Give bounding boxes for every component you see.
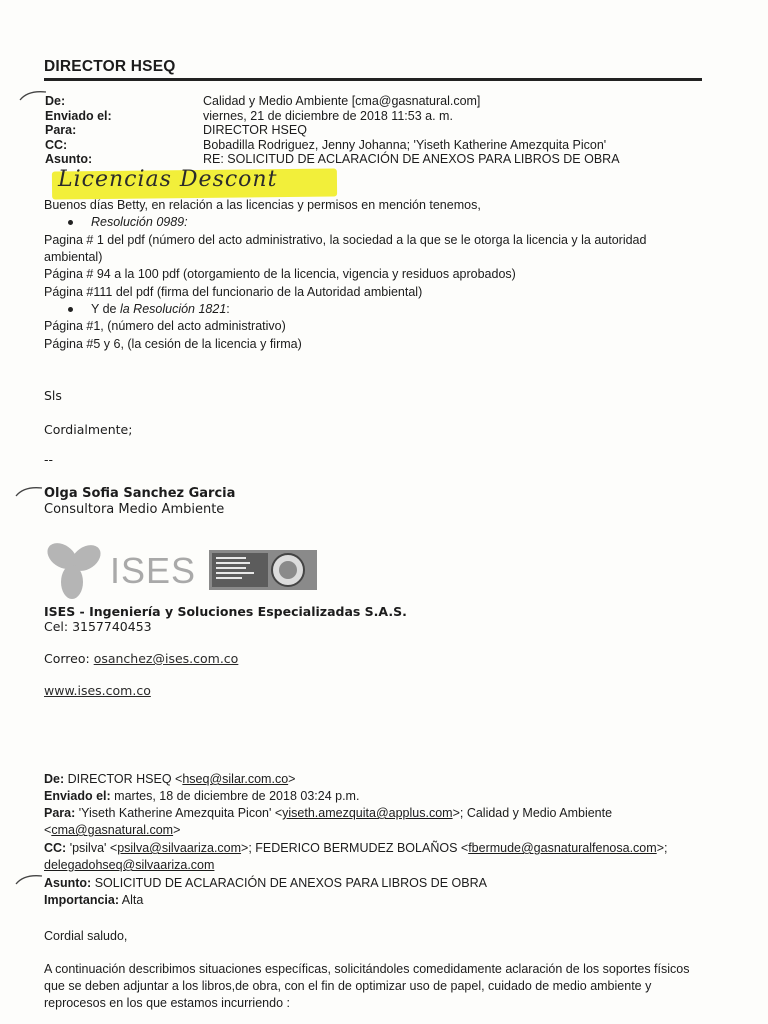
header-subject-label: Asunto:	[45, 152, 93, 166]
bullet-item-2	[68, 301, 230, 318]
prev-subject-label: Asunto:	[44, 876, 92, 890]
header-subject-value: RE: SOLICITUD DE ACLARACIÓN DE ANEXOS PARA LIBROS DE OBRA	[203, 152, 620, 166]
prev-cc-label: CC:	[44, 841, 67, 855]
header-to-label: Para:	[45, 123, 77, 137]
prev-para-line-2: que se deben adjuntar a los libros,de obra, con el fin de optimizar uso de papel, cuidado de medio ambiente y	[44, 979, 652, 993]
prev-importance-label: Importancia:	[44, 893, 120, 907]
body-line-2: Página # 94 a la 100 pdf (otorgamiento de la licencia, vigencia y residuos aprobados)	[44, 267, 516, 281]
prev-cc-email2-link[interactable]: fbermude@gasnaturalfenosa.com	[468, 841, 657, 855]
prev-to-label: Para:	[44, 806, 76, 820]
prev-sent-line	[44, 788, 359, 805]
prev-importance-line	[44, 892, 143, 909]
header-from-label: De:	[45, 94, 66, 108]
signature-email-label: Correo:	[44, 651, 94, 666]
prev-from-email-link[interactable]: hseq@silar.com.co	[182, 772, 289, 786]
prev-from-label: De:	[44, 772, 65, 786]
prev-to-value2: >; Calidad y Medio Ambiente	[452, 806, 613, 820]
body-line-3: Página #111 del pdf (firma del funcionario de la Autoridad ambiental)	[44, 285, 423, 299]
prev-from-end: >	[288, 772, 296, 786]
header-cc-label: CC:	[45, 138, 68, 152]
prev-subject-value: SOLICITUD DE ACLARACIÓN DE ANEXOS PARA LIBROS DE OBRA	[91, 876, 487, 890]
header-from-value: Calidad y Medio Ambiente [cma@gasnatural.com]	[203, 94, 481, 108]
title-rule	[44, 78, 702, 81]
prev-sent-value: martes, 18 de diciembre de 2018 03:24 p.m.	[110, 789, 360, 803]
ises-logo-icon	[42, 536, 106, 602]
scan-mark-icon	[14, 872, 44, 886]
signature-email-link[interactable]: osanchez@ises.com.co	[93, 651, 239, 666]
certification-badge-icon	[208, 544, 318, 594]
body-greeting: Buenos días Betty, en relación a las licencias y permisos en mención tenemos,	[44, 198, 481, 212]
signature-name: Olga Sofia Sanchez Garcia	[44, 486, 236, 501]
bullet-1-text: Resolución 0989:	[91, 215, 188, 229]
prev-to-line-2	[44, 822, 180, 839]
page-title: DIRECTOR HSEQ	[44, 58, 176, 75]
bullet-item-1	[68, 214, 188, 231]
signature-email-line	[44, 651, 238, 666]
signature-role: Consultora Medio Ambiente	[44, 502, 225, 517]
ises-logo-text: ISES	[110, 550, 197, 591]
prev-cc-email1-link[interactable]: psilva@silvaariza.com	[117, 841, 242, 855]
signature-web-link[interactable]: www.ises.com.co	[44, 683, 151, 698]
scan-mark-icon	[18, 88, 48, 102]
header-to-value: DIRECTOR HSEQ	[203, 123, 307, 137]
prev-cc-line	[44, 840, 667, 857]
handwritten-note: Licencias Descont	[58, 167, 278, 192]
body-line-1a: Pagina # 1 del pdf (número del acto administrativo, la sociedad a la que se le otorga la licencia y la autoridad	[44, 233, 647, 247]
bullet-2-italic: la Resolución 1821	[119, 302, 227, 316]
prev-para-line-1: A continuación describimos situaciones específicas, solicitándoles comedidamente aclaración de los soportes físicos	[44, 962, 690, 976]
body-dashes: --	[44, 452, 54, 467]
body-line-1b: ambiental)	[44, 250, 103, 264]
signature-company: ISES - Ingeniería y Soluciones Especializadas S.A.S.	[44, 604, 407, 619]
body-closing: Cordialmente;	[44, 422, 133, 437]
signature-cel: Cel: 3157740453	[44, 619, 152, 634]
body-sls: Sls	[44, 388, 62, 403]
prev-from-line	[44, 771, 295, 788]
bullet-icon	[68, 307, 73, 312]
prev-greeting: Cordial saludo,	[44, 929, 128, 943]
body-line-4: Página #1, (número del acto administrativo)	[44, 319, 286, 333]
header-cc-value: Bobadilla Rodriguez, Jenny Johanna; 'Yiseth Katherine Amezquita Picon'	[203, 138, 607, 152]
bullet-2-prefix: Y de	[91, 302, 120, 316]
header-sent-label: Enviado el:	[45, 109, 112, 123]
prev-para-line-3: reprocesos en los que estamos incurriendo :	[44, 996, 290, 1010]
prev-cc-value1: 'psilva' <	[66, 841, 118, 855]
prev-from-value: DIRECTOR HSEQ <	[64, 772, 183, 786]
prev-to-line	[44, 805, 612, 822]
prev-sent-label: Enviado el:	[44, 789, 111, 803]
prev-to-email1-link[interactable]: yiseth.amezquita@applus.com	[282, 806, 453, 820]
body-line-5: Página #5 y 6, (la cesión de la licencia y firma)	[44, 337, 302, 351]
prev-to-value1: 'Yiseth Katherine Amezquita Picon' <	[75, 806, 283, 820]
prev-to-line2-close: >	[173, 823, 181, 837]
prev-to-email2-link[interactable]: cma@gasnatural.com	[51, 823, 174, 837]
prev-cc-value3: >;	[656, 841, 668, 855]
header-sent-value: viernes, 21 de diciembre de 2018 11:53 a. m.	[203, 109, 453, 123]
prev-subject-line	[44, 875, 487, 892]
bullet-icon	[68, 220, 73, 225]
prev-importance-value: Alta	[119, 893, 144, 907]
scan-mark-icon	[14, 484, 44, 498]
prev-to-line2-open: <	[44, 823, 52, 837]
prev-cc-email3-link[interactable]: delegadohseq@silvaariza.com	[44, 858, 215, 872]
bullet-2-suffix: :	[226, 302, 230, 316]
prev-cc-value2: >; FEDERICO BERMUDEZ BOLAÑOS <	[241, 841, 469, 855]
